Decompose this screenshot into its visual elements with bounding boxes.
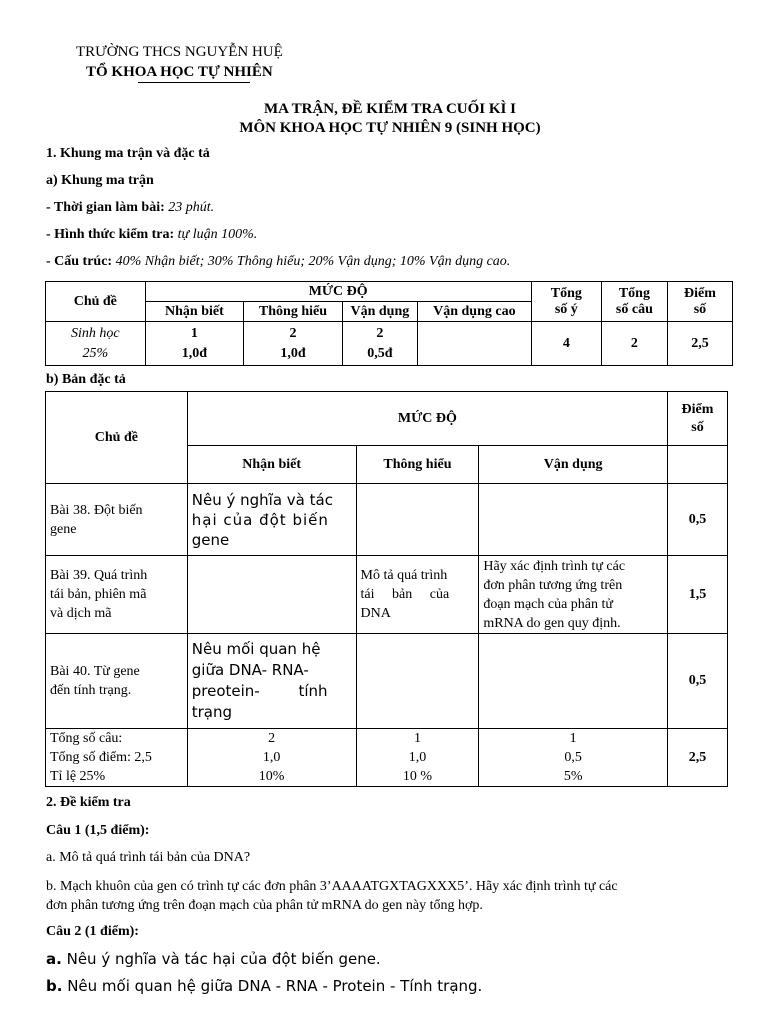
matrix-header-score-1: Điểm [684, 285, 716, 301]
spec-row2-apply-2: đơn phân tương ứng trên [483, 577, 623, 593]
question1-b [46, 877, 726, 915]
matrix-header-total-questions-1: Tổng [618, 285, 650, 301]
matrix-row-topic-2: 25% [82, 345, 109, 361]
spec-header-score-1: Điểm [681, 401, 714, 417]
time-label: - Thời gian làm bài: [46, 200, 165, 215]
spec-total-recognize-3: 10% [258, 769, 285, 784]
matrix-header-apply-high: Vận dụng cao [417, 302, 531, 322]
spec-row3-understand [356, 634, 479, 729]
spec-total-apply-2: 0,5 [564, 750, 582, 765]
matrix-header-apply: Vận dụng [342, 302, 417, 322]
spec-row1-recognize-3: gene [191, 530, 230, 549]
spec-row3-topic [46, 634, 188, 729]
question2-a [46, 950, 381, 968]
spec-total-apply-1: 1 [569, 731, 577, 746]
matrix-cell-apply-1: 2 [376, 325, 384, 341]
matrix-header-topic: Chủ đề [46, 282, 146, 322]
matrix-cell-score: 2,5 [667, 322, 732, 366]
spec-header-apply: Vận dụng [479, 446, 668, 484]
matrix-header-level: MỨC ĐỘ [145, 282, 531, 302]
question1-b-line1: b. Mạch khuôn của gen có trình tự các đơn phân 3’AAAATGXTAGXXX5’. Hãy xác định trình tự các [46, 879, 618, 894]
matrix-header-total-items-1: Tổng [550, 285, 582, 301]
spec-total-label-3: Tỉ lệ 25% [50, 769, 106, 784]
spec-total-label-1: Tổng số câu: [50, 731, 123, 746]
structure-label: - Cấu trúc: [46, 254, 113, 269]
structure-value: 40% Nhận biết; 30% Thông hiểu; 20% Vận dụng; 10% Vận dụng cao. [115, 254, 511, 269]
matrix-table [45, 281, 733, 366]
matrix-header-total-items [531, 282, 601, 322]
spec-row1-recognize [187, 484, 356, 556]
spec-total-understand-1: 1 [413, 731, 421, 746]
spec-row3-recognize-1: Nêu mối quan hệ [191, 640, 321, 658]
spec-row2-understand-2: tái bản của [360, 587, 450, 602]
matrix-header-score [667, 282, 732, 322]
doc-title-1: MA TRẬN, ĐỀ KIỂM TRA CUỐI KÌ I [264, 101, 516, 117]
spec-row2-topic-1: Bài 39. Quá trình [50, 568, 148, 583]
matrix-cell-understand [244, 322, 343, 366]
spec-row2-topic [46, 556, 188, 634]
spec-row2-apply-3: đoạn mạch của phân tử [483, 596, 613, 612]
matrix-header-total-questions [601, 282, 667, 322]
spec-row1-topic-1: Bài 38. Đột biến [50, 502, 143, 518]
spec-header-topic: Chủ đề [46, 392, 188, 484]
time-line [46, 200, 214, 216]
spec-header-recognize: Nhận biết [187, 446, 356, 484]
spec-row1-topic [46, 484, 188, 556]
form-line [46, 227, 257, 243]
matrix-cell-total-items: 4 [531, 322, 601, 366]
question1-b-line2: đơn phân tương ứng trên đoạn mạch của phân tử mRNA do gen này tổng hợp. [46, 898, 483, 913]
spec-row3-recognize-3: preotein- tính [191, 682, 328, 700]
spec-total-label [46, 729, 188, 787]
matrix-cell-apply-high [417, 322, 531, 366]
matrix-header-understand: Thông hiểu [244, 302, 343, 322]
spec-total-label-2: Tổng số điểm: 2,5 [50, 750, 152, 765]
spec-row2-understand-3: DNA [360, 606, 391, 621]
time-value: 23 phút. [168, 200, 215, 215]
form-value: tự luận 100%. [177, 227, 258, 242]
question2-a-text: Nêu ý nghĩa và tác hại của đột biến gene. [61, 950, 381, 968]
spec-total-recognize-1: 2 [268, 731, 276, 746]
spec-row1-recognize-1: Nêu ý nghĩa và tác [191, 490, 333, 509]
spec-row2-understand-1: Mô tả quá trình [360, 568, 448, 583]
matrix-cell-recognize [145, 322, 244, 366]
matrix-header-total-questions-2: số câu [615, 301, 653, 317]
spec-row2-understand [356, 556, 479, 634]
spec-row3-recognize-4: trạng [191, 703, 233, 721]
spec-total-score: 2,5 [668, 729, 728, 787]
spec-row2-score: 1,5 [668, 556, 728, 634]
spec-row3-recognize-2: giữa DNA- RNA- [191, 661, 309, 679]
spec-row1-understand [356, 484, 479, 556]
matrix-cell-apply [342, 322, 417, 366]
matrix-cell-understand-1: 2 [289, 325, 297, 341]
section1-heading: 1. Khung ma trận và đặc tả [46, 146, 210, 161]
matrix-header-total-items-2: số ý [554, 301, 578, 317]
spec-header-empty [668, 446, 728, 484]
spec-total-understand-2: 1,0 [408, 750, 427, 765]
spec-header-score-2: số [691, 419, 704, 435]
matrix-cell-recognize-2: 1,0đ [181, 345, 208, 361]
matrix-cell-total-questions: 2 [601, 322, 667, 366]
spec-row1-recognize-2: hại của đột biến [191, 510, 329, 529]
question1-a: a. Mô tả quá trình tái bản của DNA? [46, 850, 251, 865]
department-name: TỔ KHOA HỌC TỰ NHIÊN [86, 64, 273, 80]
spec-header-understand: Thông hiểu [356, 446, 479, 484]
matrix-cell-understand-2: 1,0đ [280, 345, 306, 361]
spec-row3-topic-1: Bài 40. Từ gene [50, 664, 140, 679]
spec-total-apply-3: 5% [563, 769, 583, 784]
section1-sub-b: b) Bản đặc tả [46, 372, 126, 387]
question2-b-label: b. [46, 977, 63, 995]
spec-row2-apply [479, 556, 668, 634]
spec-row2-recognize [187, 556, 356, 634]
school-name: TRƯỜNG THCS NGUYỄN HUỆ [76, 44, 283, 60]
matrix-header-score-2: số [693, 301, 707, 317]
section1-sub-a: a) Khung ma trận [46, 173, 154, 188]
spec-row2-topic-3: và dịch mã [50, 606, 112, 621]
spec-total-understand [356, 729, 479, 787]
matrix-cell-recognize-1: 1 [190, 325, 198, 341]
spec-header-score [668, 392, 728, 446]
spec-row3-recognize [187, 634, 356, 729]
matrix-cell-apply-2: 0,5đ [367, 345, 393, 361]
spec-row2-apply-4: mRNA do gen quy định. [483, 615, 621, 631]
spec-table [45, 391, 728, 787]
spec-row1-apply [479, 484, 668, 556]
spec-row1-score: 0,5 [668, 484, 728, 556]
spec-row1-topic-2: gene [50, 521, 77, 537]
matrix-header-recognize: Nhận biết [145, 302, 244, 322]
spec-total-understand-3: 10 % [402, 769, 433, 784]
spec-row3-topic-2: đến tính trạng. [50, 683, 132, 698]
spec-row2-apply-1: Hãy xác định trình tự các [483, 558, 626, 574]
spec-total-recognize [187, 729, 356, 787]
matrix-row-topic [46, 322, 146, 366]
question2-b [46, 977, 482, 995]
spec-row3-score: 0,5 [668, 634, 728, 729]
question1-heading: Câu 1 (1,5 điểm): [46, 823, 150, 838]
spec-total-recognize-2: 1,0 [262, 750, 281, 765]
matrix-row-topic-1: Sinh học [70, 325, 120, 341]
department-underline [138, 82, 250, 83]
spec-row2-topic-2: tái bản, phiên mã [50, 587, 147, 602]
question2-heading: Câu 2 (1 điểm): [46, 924, 139, 939]
spec-total-apply [479, 729, 668, 787]
question2-b-text: Nêu mối quan hệ giữa DNA - RNA - Protein - Tính trạng. [62, 977, 483, 995]
form-label: - Hình thức kiểm tra: [46, 227, 175, 242]
question2-a-label: a. [46, 950, 62, 968]
spec-row3-apply [479, 634, 668, 729]
section2-heading: 2. Đề kiểm tra [46, 795, 131, 810]
doc-title-2: MÔN KHOA HỌC TỰ NHIÊN 9 (SINH HỌC) [239, 120, 541, 136]
spec-header-level: MỨC ĐỘ [187, 392, 667, 446]
structure-line [46, 254, 510, 270]
